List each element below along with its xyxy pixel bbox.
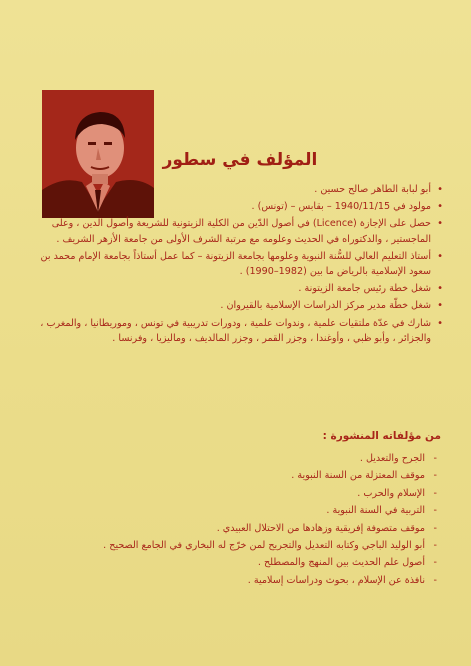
bio-item: • شغل خطة رئيس جامعة الزيتونة .: [31, 281, 443, 296]
bio-item: • شغل خطّة مدير مركز الدراسات الإسلامية بالقيروان .: [31, 298, 443, 313]
work-item: - الجرح والتعديل .: [57, 450, 437, 467]
work-item: - التربية في السنة النبوية .: [57, 502, 437, 519]
work-item: - أبو الوليد الباجي وكتابه التعديل والتجريح لمن خرّج له البخاري في الجامع الصحيح .: [57, 537, 437, 554]
work-item: - موقف متصوفة إفريقية وزهادها من الاحتلال العبيدي .: [57, 520, 437, 537]
work-item: - نافذة عن الإسلام ، بحوث ودراسات إسلامية .: [57, 572, 437, 589]
work-item: - موقف المعتزلة من السنة النبوية .: [57, 467, 437, 484]
bio-item: • أبو لبابة الطاهر صالح حسين .: [31, 182, 443, 197]
works-list: [57, 450, 437, 589]
works-title: من مؤلفاته المنشورة :: [322, 430, 441, 442]
bio-list: [31, 182, 443, 348]
work-item: - الإسلام والحرب .: [57, 485, 437, 502]
bio-item: • شارك في عدّة ملتقيات علمية ، وندوات علمية ، ودورات تدريبية في تونس ، وموريطانيا ، والمغرب ، والجزائر ، وأبو ظبي ، وأوغندا ، وجزر القمر ، وجزر المالديف ، وماليزيا ، وفرنسا .: [31, 316, 443, 346]
bio-item: • أستاذ التعليم العالي للسُّنة النبوية وعلومها بجامعة الزيتونة – كما عمل أستاذاً بجامعة الإمام محمد بن سعود الإسلامية بالرياض ما بين (1982–1990) .: [31, 249, 443, 279]
bio-item: • مولود في 1940/11/15 – بقابس – (تونس) .: [31, 199, 443, 214]
work-item: - أصول علم الحديث بين المنهج والمصطلح .: [57, 554, 437, 571]
section-heading: المؤلف في سطور: [162, 150, 318, 170]
bio-item: • حصل على الإجازة (Licence) في أصول الدّين من الكلية الزيتونية للشريعة وأصول الدين ، وعلى الماجستير ، والدكتوراه في الحديث وعلومه مع مرتبة الشرف الأولى من جامعة الأزهر الشريف .: [31, 216, 443, 246]
